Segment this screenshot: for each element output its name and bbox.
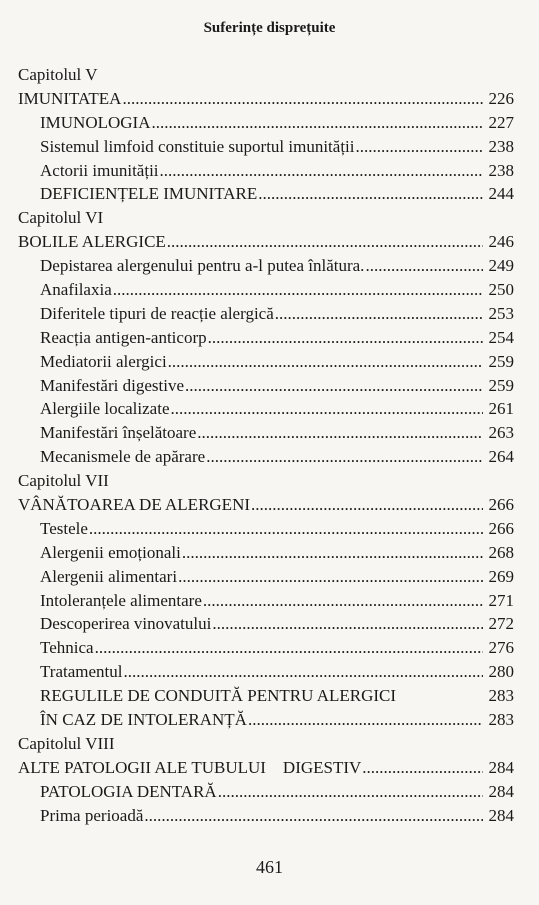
leader-dots <box>178 565 483 589</box>
toc-entry-page: 283 <box>488 686 514 706</box>
toc-entry <box>18 445 514 469</box>
leader-dots <box>362 756 483 780</box>
toc-entry <box>18 636 514 660</box>
leader-dots <box>218 780 483 804</box>
leader-dots <box>167 230 483 254</box>
toc-entry-title: Alergenii emoționali <box>40 542 181 562</box>
toc-entry-page: 246 <box>488 232 514 252</box>
toc-entry-page: 266 <box>488 518 514 538</box>
leader-dots <box>151 111 483 135</box>
running-header: Suferințe disprețuite <box>203 20 336 36</box>
leader-dots <box>113 278 483 302</box>
toc-entry-title: Manifestări digestive <box>40 375 184 395</box>
chapter-heading <box>18 206 514 230</box>
leader-dots <box>168 350 483 374</box>
leader-dots <box>356 135 484 159</box>
toc-entry <box>18 708 514 732</box>
toc-entry-title: Diferitele tipuri de reacție alergică <box>40 303 274 323</box>
leader-dots <box>123 660 483 684</box>
toc-entry <box>18 278 514 302</box>
toc-entry-title: DEFICIENȚELE IMUNITARE <box>40 184 258 204</box>
toc-entry <box>18 565 514 589</box>
toc-entry-page: 261 <box>488 399 514 419</box>
toc-entry-title: Actorii imunității <box>40 160 159 180</box>
toc-entry-title: Capitolul VIII <box>18 733 115 753</box>
toc-entry <box>18 302 514 326</box>
toc-entry-page: 280 <box>488 662 514 682</box>
toc-entry <box>18 421 514 445</box>
toc-entry-page: 249 <box>488 256 514 276</box>
leader-dots <box>182 541 483 565</box>
toc-entry-title: Alergiile localizate <box>40 399 170 419</box>
page-number: 461 <box>256 857 283 877</box>
toc-entry <box>18 397 514 421</box>
toc-entry-title: Manifestări înșelătoare <box>40 423 197 443</box>
toc-entry-title: Intoleranțele alimentare <box>40 590 202 610</box>
toc-entry-title: Capitolul V <box>18 65 98 84</box>
leader-dots <box>365 254 483 278</box>
toc-entry-title: Sistemul limfoid constituie suportul imunității <box>40 136 355 156</box>
leader-dots <box>160 159 483 183</box>
toc-entry-page: 272 <box>488 614 514 634</box>
leader-dots <box>197 421 483 445</box>
toc-entry <box>18 230 514 254</box>
toc-entry-title: Capitolul VI <box>18 208 104 228</box>
toc-entry <box>18 87 514 111</box>
toc-entry-page: 238 <box>488 160 514 180</box>
toc-entry-title: Reacția antigen-anticorp <box>40 327 207 347</box>
toc-entry-title: Anafilaxia <box>40 280 112 300</box>
leader-dots <box>203 589 483 613</box>
toc-entry <box>18 374 514 398</box>
leader-dots <box>248 708 483 732</box>
toc-entry-title: VÂNĂTOAREA DE ALERGENI <box>18 495 251 515</box>
toc-entry-title: Tratamentul <box>40 662 123 682</box>
toc-entry-page: 263 <box>488 423 514 443</box>
toc-entry-page: 283 <box>488 710 514 730</box>
toc-entry-page: 269 <box>488 566 514 586</box>
leader-dots <box>144 804 483 828</box>
toc-entry-title: Mediatorii alergici <box>40 351 167 371</box>
toc-entry-title: Prima perioadă <box>40 805 144 825</box>
toc-entry-title: IMUNOLOGIA <box>40 112 151 132</box>
toc-entry-title: BOLILE ALERGICE <box>18 232 166 252</box>
toc-entry <box>18 182 514 206</box>
toc-entry-page: 227 <box>488 112 514 132</box>
toc-entry-page: 259 <box>488 375 514 395</box>
leader-dots <box>251 493 483 517</box>
toc-entry-page: 271 <box>488 590 514 610</box>
toc-entry-page: 268 <box>488 542 514 562</box>
toc-entry-page: 284 <box>488 781 514 801</box>
toc-entry <box>18 326 514 350</box>
toc-entry-page: 276 <box>488 638 514 658</box>
toc-entry-title: ALTE PATOLOGII ALE TUBULUI DIGESTIV <box>18 757 362 777</box>
toc-entry-title: Capitolul VII <box>18 471 109 491</box>
leader-dots <box>208 326 483 350</box>
toc-entry <box>18 493 514 517</box>
toc-entry-page: 259 <box>488 351 514 371</box>
toc-entry-page: 238 <box>488 136 514 156</box>
leader-dots <box>170 397 483 421</box>
toc-entry-title: Depistarea alergenului pentru a-l putea înlătura. <box>40 256 365 276</box>
toc-entry <box>18 517 514 541</box>
toc-entry-title: PATOLOGIA DENTARĂ <box>40 781 217 801</box>
toc-entry <box>18 541 514 565</box>
leader-dots <box>95 636 483 660</box>
toc-entry <box>18 660 514 684</box>
toc-entry-page: 284 <box>488 805 514 825</box>
toc-entry <box>18 780 514 804</box>
toc-entry-title: IMUNITATEA <box>18 88 122 108</box>
chapter-heading <box>18 732 514 756</box>
toc-entry-title: ÎN CAZ DE INTOLERANȚĂ <box>40 710 247 730</box>
toc-entry-title: Testele <box>40 518 88 538</box>
toc-entry-title: Mecanismele de apărare <box>40 447 206 467</box>
toc-entry-page: 226 <box>488 88 514 108</box>
toc-entry <box>18 111 514 135</box>
toc-entry-page: 284 <box>488 757 514 777</box>
toc-entry-title: Tehnica <box>40 638 94 658</box>
toc-entry <box>18 159 514 183</box>
toc-entry-title: REGULILE DE CONDUITĂ PENTRU ALERGICI <box>40 686 397 706</box>
toc-entry <box>18 804 514 828</box>
leader-dots <box>206 445 483 469</box>
toc-entry-title: Alergenii alimentari <box>40 566 178 586</box>
toc-entry <box>18 684 514 708</box>
toc-entry <box>18 756 514 780</box>
leader-dots <box>185 374 483 398</box>
toc-entry-title: Descoperirea vinovatului <box>40 614 212 634</box>
leader-dots <box>212 612 483 636</box>
toc-entry <box>18 254 514 278</box>
toc-entry-page: 254 <box>488 327 514 347</box>
table-of-contents <box>18 63 514 828</box>
toc-entry <box>18 135 514 159</box>
toc-entry <box>18 612 514 636</box>
toc-entry-page: 253 <box>488 303 514 323</box>
chapter-heading <box>18 469 514 493</box>
toc-entry-page: 250 <box>488 280 514 300</box>
leader-dots <box>89 517 483 541</box>
toc-entry-page: 264 <box>488 447 514 467</box>
chapter-heading <box>18 63 514 87</box>
toc-entry <box>18 589 514 613</box>
leader-dots <box>258 182 483 206</box>
toc-entry <box>18 350 514 374</box>
toc-entry-page: 244 <box>488 184 514 204</box>
leader-dots <box>275 302 483 326</box>
leader-dots <box>122 87 483 111</box>
toc-entry-page: 266 <box>488 495 514 515</box>
